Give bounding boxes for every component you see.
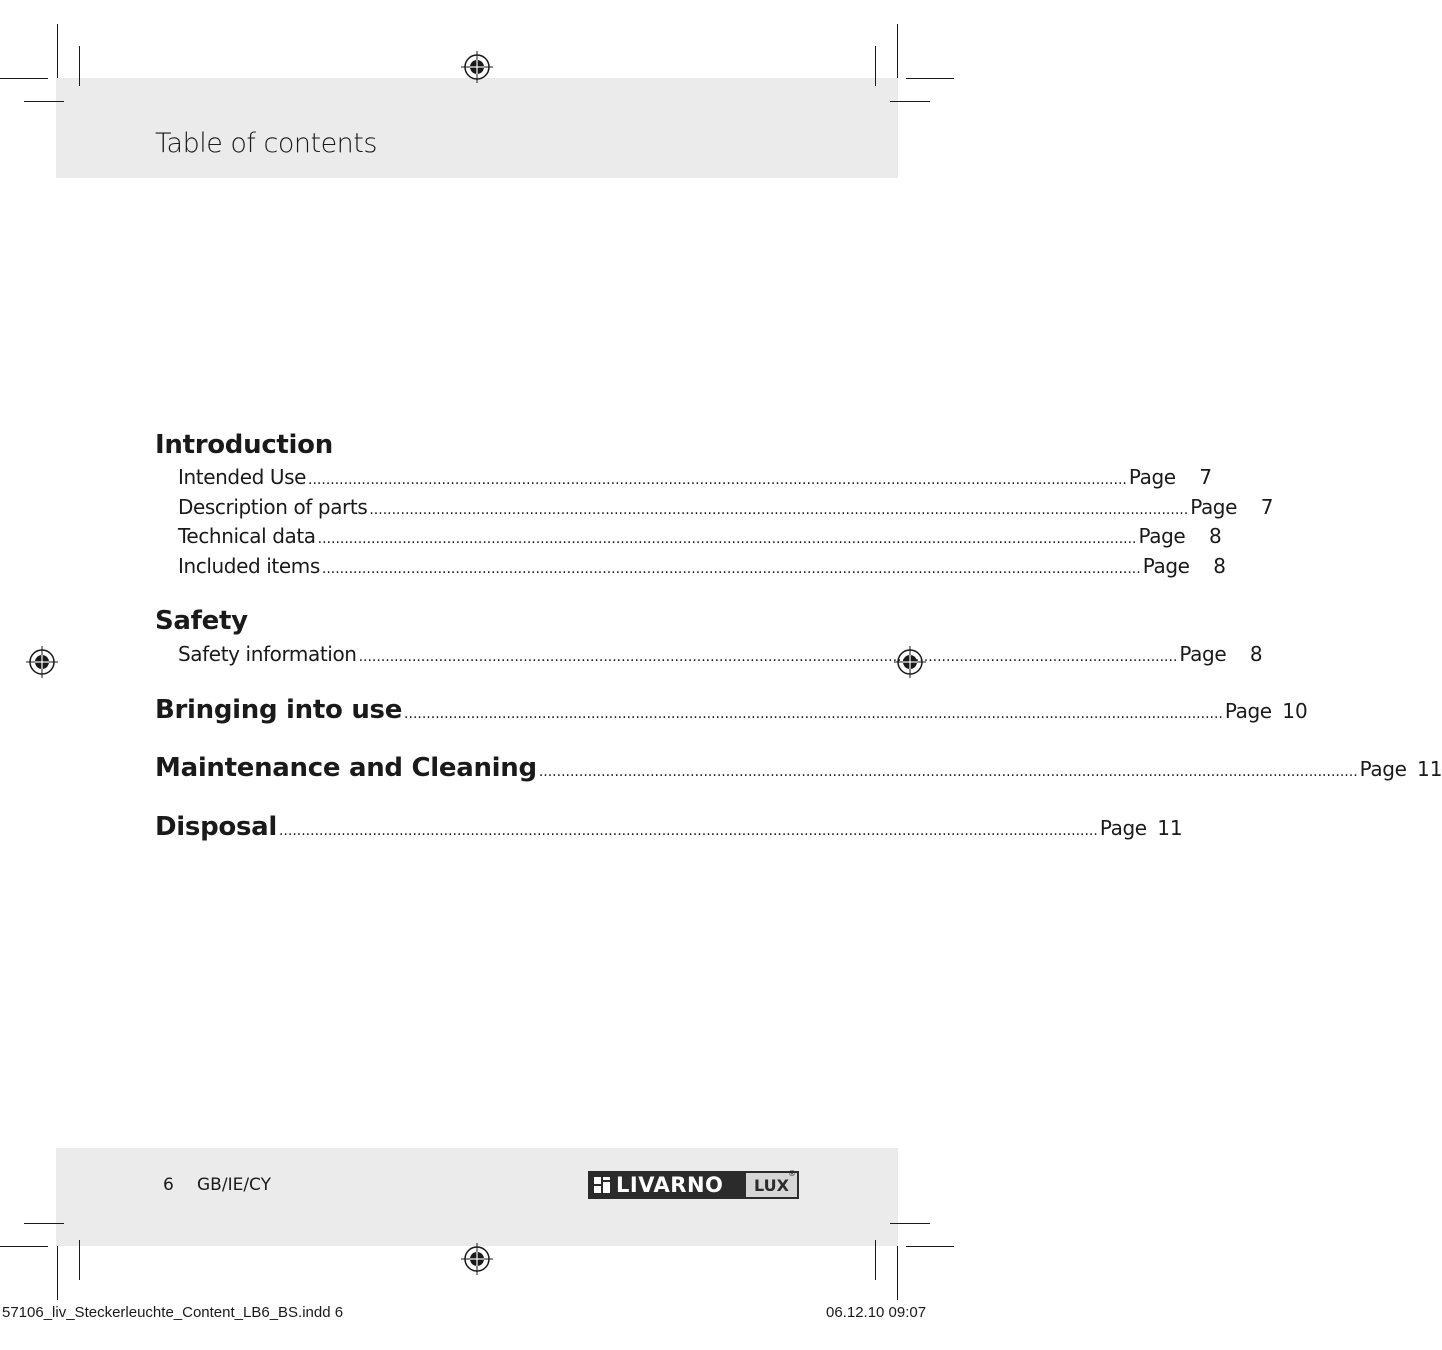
- crop-mark: [79, 46, 80, 86]
- date-slug: 06.12.10 09:07: [826, 1304, 927, 1321]
- section-heading-introduction: Introduction: [155, 430, 333, 460]
- toc-page-word: Page: [1359, 757, 1407, 781]
- toc-entry-label: Disposal: [155, 812, 277, 842]
- toc-entry[interactable]: [178, 554, 1226, 578]
- toc-page-number: 11: [1157, 816, 1183, 840]
- toc-page-word: Page: [1128, 465, 1176, 489]
- toc-entry[interactable]: [178, 642, 1263, 666]
- crop-mark: [57, 1246, 58, 1300]
- logo-main: [588, 1171, 744, 1199]
- toc-leader: ........................................................................................................................................................................................: [321, 561, 1141, 577]
- page-number: 6: [163, 1175, 174, 1195]
- crop-mark: [897, 24, 898, 78]
- toc-page-word: Page: [1190, 495, 1238, 519]
- toc-page-number: 8: [1213, 554, 1226, 578]
- logo-squares-icon: [594, 1177, 610, 1193]
- toc-page-word: Page: [1142, 554, 1190, 578]
- crop-mark: [890, 101, 930, 102]
- toc-entry-label: Included items: [178, 554, 320, 578]
- toc-entry[interactable]: [178, 495, 1274, 519]
- registration-mark-icon: [461, 1243, 493, 1275]
- file-slug: 57106_liv_Steckerleuchte_Content_LB6_BS.indd 6: [2, 1304, 344, 1321]
- toc-leader: ........................................................................................................................................................................................: [358, 649, 1178, 665]
- toc-leader: ........................................................................................................................................................................................: [538, 764, 1358, 780]
- registration-mark-icon: [26, 646, 58, 678]
- crop-mark: [897, 1246, 898, 1300]
- crop-mark: [57, 24, 58, 78]
- toc-leader: ........................................................................................................................................................................................: [369, 502, 1189, 518]
- toc-leader: ........................................................................................................................................................................................: [278, 823, 1098, 839]
- crop-mark: [0, 1246, 48, 1247]
- toc-entry-label: Technical data: [178, 524, 316, 548]
- livarno-lux-logo: [588, 1171, 799, 1199]
- toc-page-number: 10: [1282, 699, 1308, 723]
- toc-entry[interactable]: [178, 524, 1222, 548]
- toc-entry-label: Bringing into use: [155, 695, 403, 725]
- section-heading-safety: Safety: [155, 606, 248, 636]
- toc-entry[interactable]: [178, 465, 1212, 489]
- registered-mark: ®: [788, 1169, 796, 1178]
- region-code: GB/IE/CY: [197, 1175, 272, 1195]
- crop-mark: [0, 78, 48, 79]
- toc-entry-maintenance-and-cleaning[interactable]: [155, 753, 1442, 783]
- logo-suffix-text: LUX: [754, 1175, 789, 1195]
- crop-mark: [906, 78, 954, 79]
- registration-mark-icon: [461, 51, 493, 83]
- toc-entry-label: Intended Use: [178, 465, 307, 489]
- toc-page-word: Page: [1099, 816, 1147, 840]
- toc-leader: ........................................................................................................................................................................................: [317, 531, 1137, 547]
- logo-lux-box: [744, 1171, 799, 1199]
- toc-entry-label: Description of parts: [178, 495, 368, 519]
- crop-mark: [79, 1240, 80, 1280]
- toc-leader: ........................................................................................................................................................................................: [308, 472, 1127, 488]
- toc-page-number: 7: [1199, 465, 1212, 489]
- toc-page-number: 7: [1260, 495, 1274, 519]
- crop-mark: [906, 1246, 954, 1247]
- crop-mark: [24, 1223, 64, 1224]
- toc-page-word: Page: [1179, 642, 1227, 666]
- toc-page-word: Page: [1138, 524, 1186, 548]
- page-title: Table of contents: [155, 128, 377, 159]
- toc-page-number: 8: [1249, 642, 1263, 666]
- toc-page-word: Page: [1224, 699, 1272, 723]
- crop-mark: [875, 1240, 876, 1280]
- crop-mark: [24, 101, 64, 102]
- toc-page-number: 8: [1209, 524, 1222, 548]
- toc-entry-label: Safety information: [178, 642, 357, 666]
- toc-entry-label: Maintenance and Cleaning: [155, 753, 537, 783]
- crop-mark: [875, 46, 876, 86]
- toc-page-number: 11: [1417, 757, 1442, 781]
- toc-entry-disposal[interactable]: [155, 812, 1183, 842]
- crop-mark: [890, 1223, 930, 1224]
- toc-entry-bringing-into-use[interactable]: [155, 695, 1308, 725]
- toc-leader: ........................................................................................................................................................................................: [404, 706, 1223, 722]
- logo-brand-text: LIVARNO: [616, 1173, 724, 1197]
